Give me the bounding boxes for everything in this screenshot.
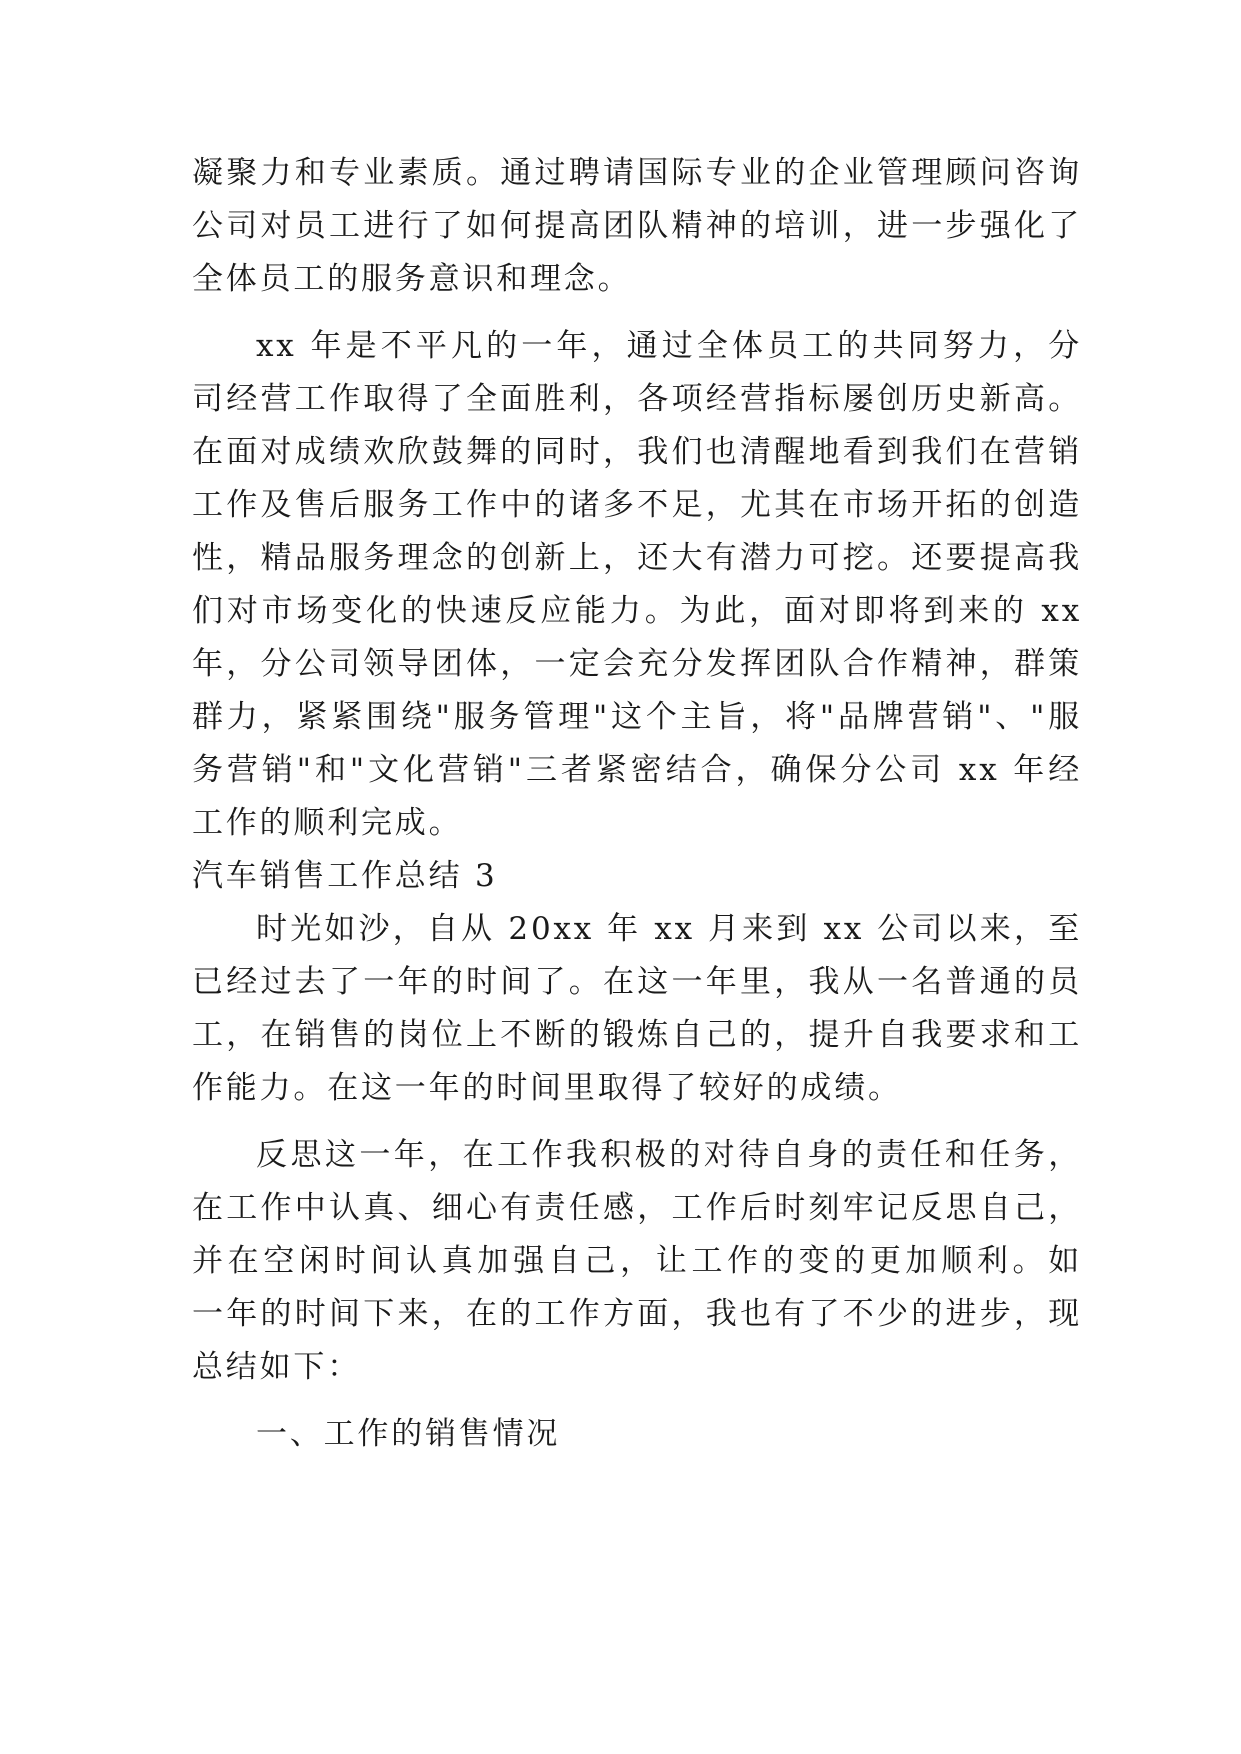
section-heading: 汽车销售工作总结 3	[192, 858, 498, 894]
text-line: 性，精品服务理念的创新上，还大有潜力可挖。还要提高我	[192, 540, 1082, 576]
text-line: 司经营工作取得了全面胜利，各项经营指标屡创历史新高。	[192, 381, 1082, 417]
text-line: 们对市场变化的快速反应能力。为此，面对即将到来的 xx	[192, 593, 1082, 629]
text-line: 务营销"和"文化营销"三者紧密结合，确保分公司 xx 年经	[192, 752, 1082, 788]
text-line: 一年的时间下来，在的工作方面，我也有了不少的进步，现	[192, 1296, 1082, 1332]
text-line: 工，在销售的岗位上不断的锻炼自己的，提升自我要求和工	[192, 1017, 1082, 1053]
text-line: 公司对员工进行了如何提高团队精神的培训，进一步强化了	[192, 208, 1082, 244]
text-line: 在面对成绩欢欣鼓舞的同时，我们也清醒地看到我们在营销	[192, 434, 1082, 470]
text-line: 并在空闲时间认真加强自己，让工作的变的更加顺利。如	[192, 1243, 1082, 1279]
text-line: 作能力。在这一年的时间里取得了较好的成绩。	[192, 1070, 902, 1106]
text-line: 群力，紧紧围绕"服务管理"这个主旨，将"品牌营销"、"服	[192, 699, 1082, 735]
text-line: 已经过去了一年的时间了。在这一年里，我从一名普通的员	[192, 964, 1082, 1000]
text-line: 反思这一年，在工作我积极的对待自身的责任和任务，	[256, 1137, 1082, 1173]
text-line: 总结如下：	[192, 1349, 361, 1385]
subsection-heading: 一、工作的销售情况	[256, 1416, 561, 1452]
text-line: 在工作中认真、细心有责任感，工作后时刻牢记反思自己，	[192, 1190, 1082, 1226]
text-line: 全体员工的服务意识和理念。	[192, 261, 632, 297]
text-line: 工作的顺利完成。	[192, 805, 463, 841]
text-line: xx 年是不平凡的一年，通过全体员工的共同努力，分	[256, 328, 1082, 364]
text-line: 工作及售后服务工作中的诸多不足，尤其在市场开拓的创造	[192, 487, 1082, 523]
text-line: 年，分公司领导团体，一定会充分发挥团队合作精神，群策	[192, 646, 1082, 682]
text-line: 时光如沙，自从 20xx 年 xx 月来到 xx 公司以来，至	[256, 911, 1082, 947]
text-line: 凝聚力和专业素质。通过聘请国际专业的企业管理顾问咨询	[192, 155, 1082, 191]
